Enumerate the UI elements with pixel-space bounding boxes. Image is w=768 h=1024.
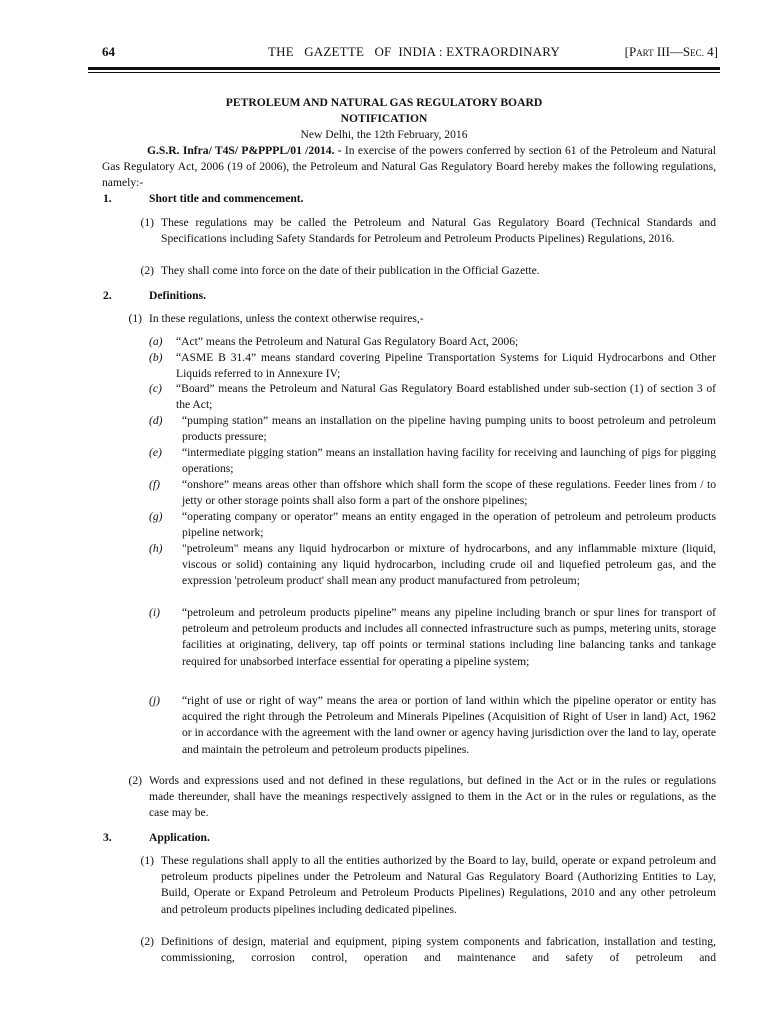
board-heading: PETROLEUM AND NATURAL GAS REGULATORY BOARD (225, 96, 543, 109)
s2-sub-1-text: In these regulations, unless the context otherwise requires,- (149, 312, 424, 325)
s1-item-2-text: They shall come into force on the date of their publication in the Official Gazette. (161, 264, 540, 277)
def-h-text: "petroleum" means any liquid hydrocarbon or mixture of hydrocarbons, and any inflammable mixture (liquid, viscous or solid) containing any liquid hydrocarbon, including crude oil and liquefied petroleum gas, and the expression 'petroleum product' shall mean any product manufactured from petroleum; (182, 542, 716, 588)
section-3-number: 3. (103, 831, 112, 844)
part-section-label: [Part III—Sec. 4] (624, 44, 718, 59)
gazette-title: THE GAZETTE OF INDIA : EXTRAORDINARY (268, 44, 561, 59)
s3-item-2-text: Definitions of design, material and equipment, piping system components and fabrication, installation and testing, commissioning, corrosion control, operation and maintenance and safety of petroleum and (161, 935, 716, 965)
def-j-text: “right of use or right of way” means the area or portion of land within which the pipeline operator or entity has acquired the right through the Petroleum and Minerals Pipelines (Acquisition of Right of User in land) Act, 1962 or in accordance with the agreement with the land owner or agency having jurisdiction over the land to lay, operate and maintain the petroleum and petroleum products pipelines. (182, 694, 716, 756)
preamble-text: In exercise of the powers conferred by section 61 of the Petroleum and Natural Gas Regulatory Act, 2006 (19 of 2006), the Petroleum and Natural Gas Regulatory Board hereby makes the following regulations, namely:- (102, 144, 716, 190)
def-c-text: “Board” means the Petroleum and Natural Gas Regulatory Board established under sub-section (1) of section 3 of the Act; (176, 382, 716, 412)
gsr-reference: G.S.R. Infra/ T4S/ P&PPPL/01 /2014. - (147, 144, 342, 157)
def-a-text: “Act” means the Petroleum and Natural Gas Regulatory Board Act, 2006; (176, 335, 519, 348)
s3-item-2-number: (2) (140, 935, 154, 948)
def-d-label: (d) (149, 414, 163, 427)
def-i-text: “petroleum and petroleum products pipeline” means any pipeline including branch or spur lines for transport of petroleum and petroleum products and includes all connected infrastructure such as pumps, metering units, storage facilities at originating, delivery, tap off points or terminal stations including line balancing tanks and tankage required for unabsorbed interface essential for operating a pipeline system; (182, 606, 716, 668)
def-g-text: “operating company or operator” means an entity engaged in the operation of petroleum and petroleum products pipeline network; (182, 510, 716, 540)
def-c-label: (c) (149, 382, 162, 395)
s1-item-2-number: (2) (140, 264, 154, 277)
def-f-label: (f) (149, 478, 160, 491)
header-rule-thick (88, 67, 720, 70)
def-b-text: “ASME B 31.4” means standard covering Pipeline Transportation Systems for Liquid Hydrocarbons and Other Liquids referred to in Annexure IV; (176, 351, 716, 381)
def-e-label: (e) (149, 446, 162, 459)
section-1-number: 1. (103, 192, 112, 205)
section-2-title: Definitions. (149, 289, 207, 302)
s2-sub-2-number: (2) (128, 774, 142, 787)
def-b-label: (b) (149, 351, 163, 364)
s1-item-1-number: (1) (140, 216, 154, 229)
s1-item-1-text: These regulations may be called the Petroleum and Natural Gas Regulatory Board (Technical Standards and Specifications including Safety Standards for Petroleum and Petroleum Products Pipelines) Regulations, 2016. (161, 216, 716, 246)
page-number: 64 (102, 44, 115, 59)
def-d-text: “pumping station” means an installation on the pipeline having pumping units to boost petroleum and petroleum products pressure; (182, 414, 716, 444)
def-e-text: “intermediate pigging station” means an installation having facility for receiving and launching of pigs for pigging operations; (182, 446, 716, 476)
notification-heading: NOTIFICATION (340, 112, 428, 125)
def-h-label: (h) (149, 542, 163, 555)
def-a-label: (a) (149, 335, 163, 348)
section-3-title: Application. (149, 831, 210, 844)
s3-item-1-number: (1) (140, 854, 154, 867)
section-1-title: Short title and commencement. (149, 192, 304, 205)
s2-sub-1-number: (1) (128, 312, 142, 325)
def-j-label: (j) (149, 694, 160, 707)
preamble (102, 143, 716, 192)
section-2-number: 2. (103, 289, 112, 302)
running-header (88, 44, 718, 64)
s3-item-1-text: These regulations shall apply to all the entities authorized by the Board to lay, build, operate or expand petroleum and petroleum products pipelines under the Petroleum and Natural Gas Regulatory Board (Authorizing Entities to Lay, Build, Operate or Expand Petroleum and Petroleum Products Pipelines) Regulations, 2010 and any other petroleum and petroleum products pipelines including dedicated pipelines. (161, 854, 716, 916)
def-f-text: “onshore” means areas other than offshore which shall form the scope of these regulations. Feeder lines from / to jetty or other storage points shall also form a part of the onshore pipelines; (182, 478, 716, 508)
def-g-label: (g) (149, 510, 163, 523)
header-rule-thin (88, 72, 720, 73)
def-i-label: (i) (149, 606, 160, 619)
s2-sub-2-text: Words and expressions used and not defined in these regulations, but defined in the Act or in the rules or regulations made thereunder, shall have the meanings respectively assigned to them in the Act or in the rules or regulations, as the case may be. (149, 774, 716, 820)
place-date: New Delhi, the 12th February, 2016 (300, 128, 468, 141)
